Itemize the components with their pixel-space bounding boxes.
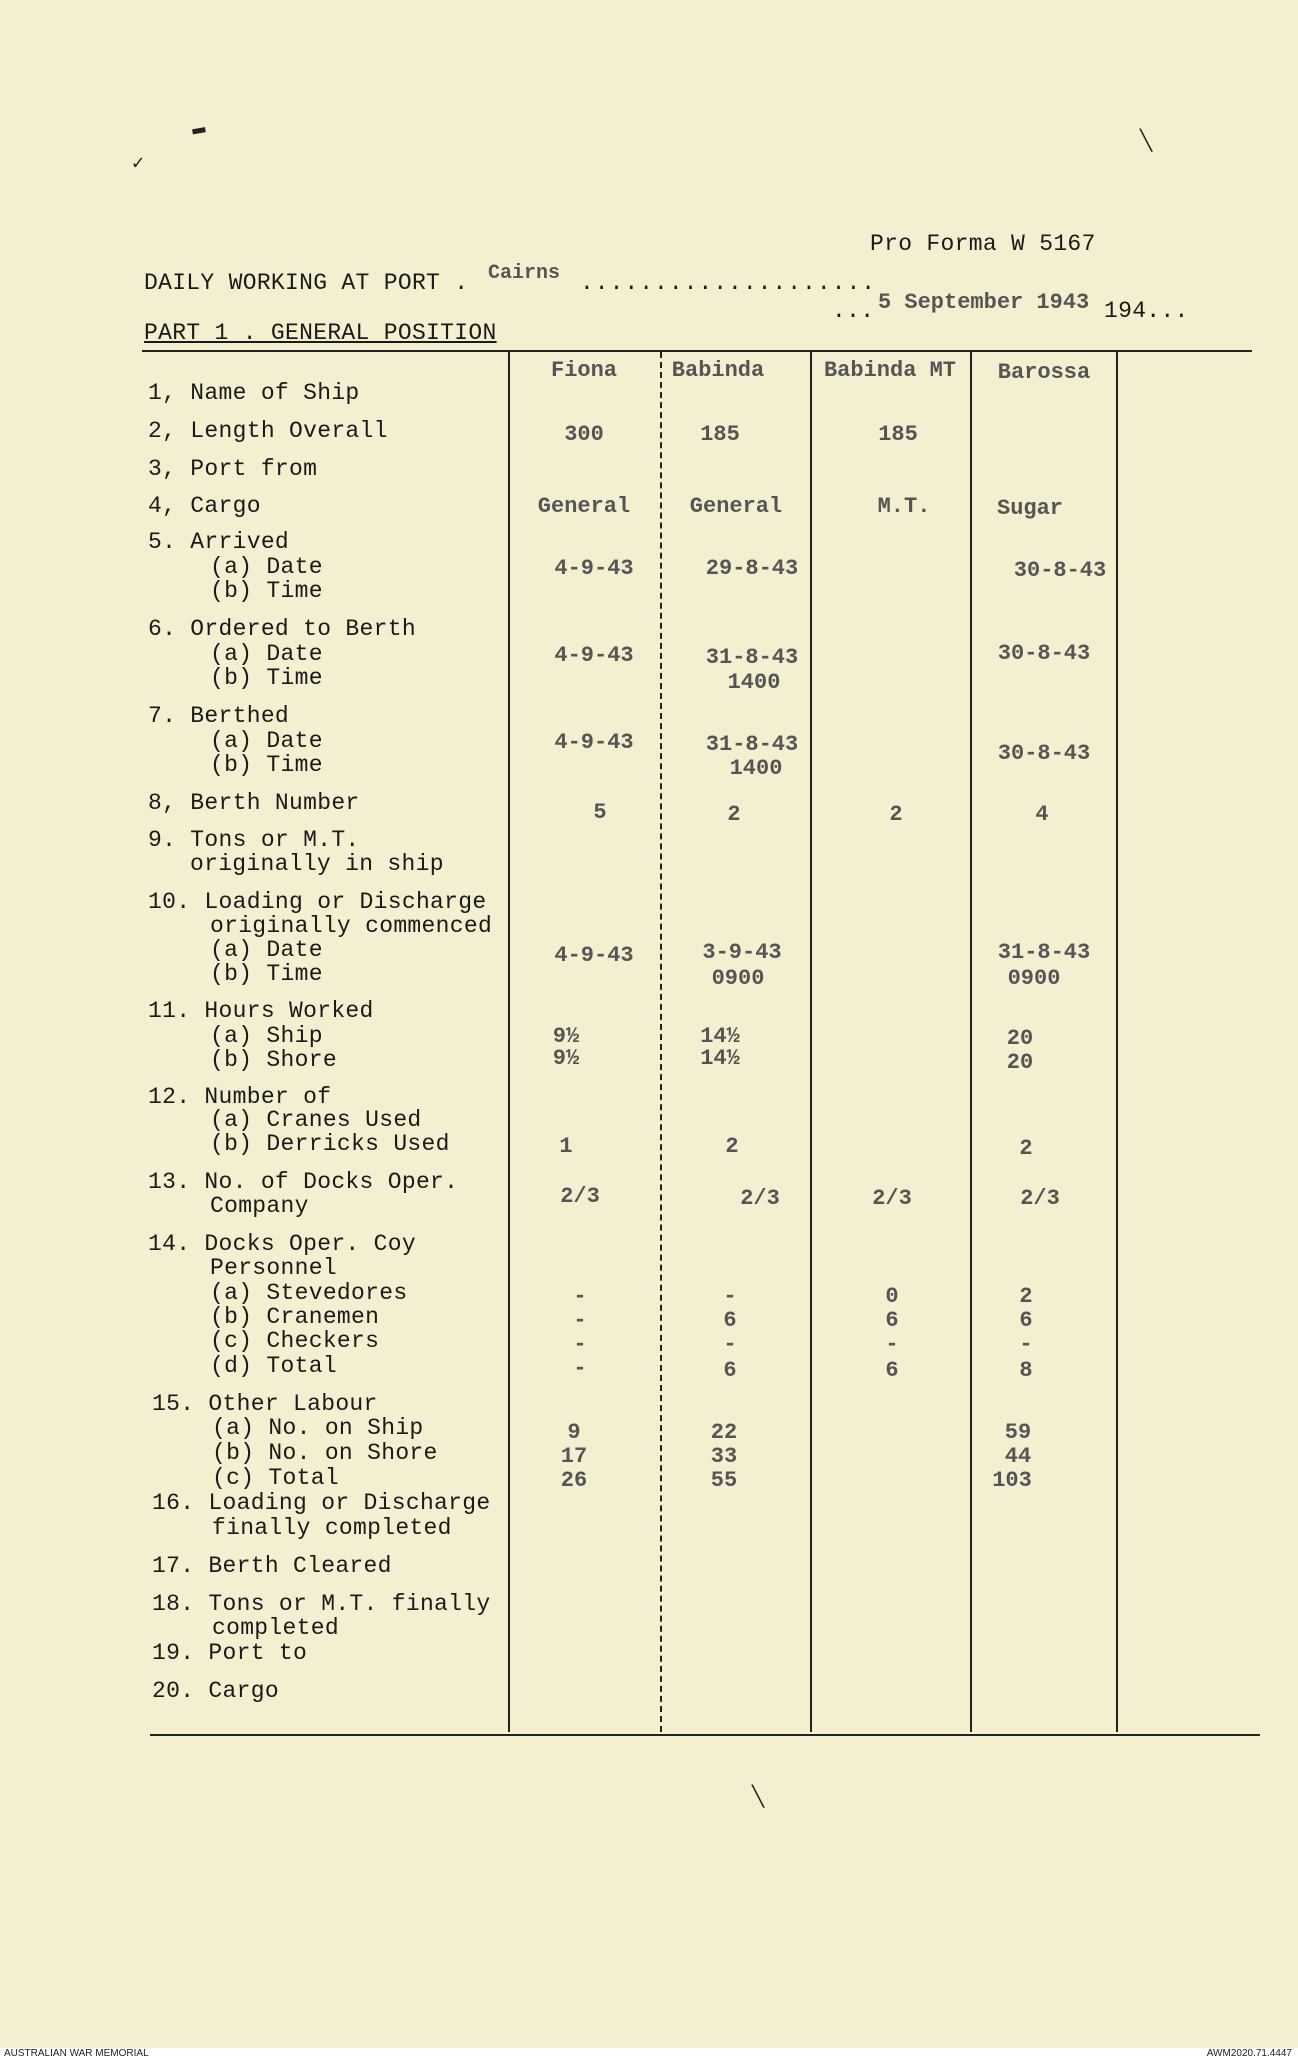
column-header-babinda-mt: Babinda MT xyxy=(823,358,957,383)
cell-value: - xyxy=(1019,1332,1033,1357)
row-label: (c) Total xyxy=(212,1465,339,1491)
cell-value: 31-8-43 xyxy=(705,645,799,670)
cell-value: 2 xyxy=(1019,1136,1033,1161)
date-prefix: ... xyxy=(832,298,875,324)
column-divider xyxy=(810,352,812,1732)
row-label: 1, Name of Ship xyxy=(148,380,360,406)
title-prefix: DAILY WORKING AT PORT . xyxy=(144,270,469,296)
row-label: 7. Berthed xyxy=(148,703,290,729)
row-label: (b) Time xyxy=(210,665,323,691)
cell-value: 4-9-43 xyxy=(554,943,634,968)
row-label: originally in ship xyxy=(190,851,444,877)
cell-value: General xyxy=(689,494,783,519)
row-label: (a) Date xyxy=(210,641,323,667)
cell-value: 30-8-43 xyxy=(1013,558,1107,583)
row-label: 20. Cargo xyxy=(152,1678,279,1704)
row-label: 10. Loading or Discharge xyxy=(148,889,487,915)
cell-value: 185 xyxy=(700,422,740,447)
cell-value: 6 xyxy=(723,1308,737,1333)
row-label: finally completed xyxy=(212,1515,452,1541)
cell-value: 9 xyxy=(567,1420,581,1445)
row-label: (b) Time xyxy=(210,752,323,778)
cell-value: 59 xyxy=(1004,1420,1032,1445)
column-divider xyxy=(660,352,662,1732)
cell-value: 14½ xyxy=(700,1024,740,1049)
cell-value: General xyxy=(537,494,631,519)
cell-value: - xyxy=(573,1284,587,1309)
part-title: PART 1 . GENERAL POSITION xyxy=(144,320,497,346)
row-label: (a) Date xyxy=(210,554,323,580)
cell-value: 17 xyxy=(560,1444,588,1469)
cell-value: 2 xyxy=(889,802,903,827)
paper-mark-icon: ╲ xyxy=(1140,131,1153,154)
archive-name: AUSTRALIAN WAR MEMORIAL xyxy=(4,2048,149,2059)
row-label: (a) Date xyxy=(210,728,323,754)
row-label: 14. Docks Oper. Coy xyxy=(148,1231,416,1257)
row-label: 6. Ordered to Berth xyxy=(148,616,416,642)
table-bottom-rule xyxy=(150,1734,1260,1736)
cell-value: 30-8-43 xyxy=(997,741,1091,766)
cell-value: 29-8-43 xyxy=(705,556,799,581)
cell-value: 0900 xyxy=(711,966,765,991)
cell-value: 2 xyxy=(1019,1284,1033,1309)
row-label: Personnel xyxy=(210,1255,337,1281)
archive-reference: AWM2020.71.4447 xyxy=(1206,2048,1292,2059)
row-label: 11. Hours Worked xyxy=(148,998,374,1024)
cell-value: 4-9-43 xyxy=(554,730,634,755)
row-label: (b) Shore xyxy=(210,1047,337,1073)
row-label: 3, Port from xyxy=(148,456,318,482)
row-label: 15. Other Labour xyxy=(152,1391,378,1417)
title-dots: .................... xyxy=(580,270,877,296)
row-label: (c) Checkers xyxy=(210,1328,380,1354)
cell-value: 2 xyxy=(727,802,741,827)
row-label: 5. Arrived xyxy=(148,529,290,555)
table-top-rule xyxy=(142,350,1252,352)
column-divider xyxy=(970,352,972,1732)
column-divider xyxy=(1116,352,1118,1732)
column-header-babinda: Babinda xyxy=(671,358,765,383)
cell-value: 20 xyxy=(1006,1026,1034,1051)
cell-value: 9½ xyxy=(552,1046,580,1071)
cell-value: 2 xyxy=(725,1134,739,1159)
column-header-fiona: Fiona xyxy=(550,358,618,383)
cell-value: - xyxy=(723,1332,737,1357)
archive-footer xyxy=(0,2048,1298,2061)
cell-value: 55 xyxy=(710,1468,738,1493)
row-label: 13. No. of Docks Oper. xyxy=(148,1169,459,1195)
cell-value: 31-8-43 xyxy=(997,940,1091,965)
paper-mark-icon: ▬ xyxy=(189,115,208,142)
row-label: (b) Derricks Used xyxy=(210,1131,450,1157)
row-label: 17. Berth Cleared xyxy=(152,1553,392,1579)
cell-value: 22 xyxy=(710,1420,738,1445)
cell-value: 33 xyxy=(710,1444,738,1469)
cell-value: 4-9-43 xyxy=(554,643,634,668)
cell-value: 6 xyxy=(885,1358,899,1383)
date-suffix: 194... xyxy=(1104,298,1189,324)
cell-value: 8 xyxy=(1019,1358,1033,1383)
cell-value: 0 xyxy=(885,1284,899,1309)
row-label: 4, Cargo xyxy=(148,493,261,519)
cell-value: 2/3 xyxy=(740,1186,780,1211)
row-label: (d) Total xyxy=(210,1353,337,1379)
cell-value: 1 xyxy=(559,1134,573,1159)
cell-value: 30-8-43 xyxy=(997,641,1091,666)
row-label: (a) Date xyxy=(210,937,323,963)
cell-value: 300 xyxy=(564,422,604,447)
cell-value: 20 xyxy=(1006,1050,1034,1075)
row-label: 8, Berth Number xyxy=(148,790,360,816)
cell-value: Sugar xyxy=(996,496,1064,521)
row-label: (b) No. on Shore xyxy=(212,1440,438,1466)
date-stamp: 5 September 1943 xyxy=(878,290,1090,315)
cell-value: - xyxy=(723,1284,737,1309)
row-label: 19. Port to xyxy=(152,1640,308,1666)
row-label: (b) Time xyxy=(210,578,323,604)
row-label: 2, Length Overall xyxy=(148,418,388,444)
pro-forma-number: Pro Forma W 5167 xyxy=(870,231,1096,257)
cell-value: 1400 xyxy=(727,670,781,695)
cell-value: - xyxy=(573,1308,587,1333)
cell-value: 4 xyxy=(1035,802,1049,827)
cell-value: 31-8-43 xyxy=(705,732,799,757)
cell-value: 14½ xyxy=(700,1046,740,1071)
row-label: originally commenced xyxy=(210,913,493,939)
row-label: completed xyxy=(212,1615,339,1641)
row-label: (a) No. on Ship xyxy=(212,1415,424,1441)
row-label: (a) Cranes Used xyxy=(210,1107,422,1133)
cell-value: 6 xyxy=(885,1308,899,1333)
row-label: (a) Ship xyxy=(210,1023,323,1049)
cell-value: 3-9-43 xyxy=(702,940,782,965)
row-label: 12. Number of xyxy=(148,1084,332,1110)
cell-value: 103 xyxy=(992,1468,1032,1493)
cell-value: 4-9-43 xyxy=(554,556,634,581)
column-divider xyxy=(508,352,510,1732)
cell-value: 9½ xyxy=(552,1024,580,1049)
cell-value: 2/3 xyxy=(560,1184,600,1209)
row-label: Company xyxy=(210,1193,309,1219)
cell-value: 2/3 xyxy=(872,1186,912,1211)
row-label: (a) Stevedores xyxy=(210,1280,408,1306)
row-label: (b) Cranemen xyxy=(210,1304,380,1330)
row-label: 9. Tons or M.T. xyxy=(148,827,360,853)
paper-mark-icon: ✓ xyxy=(132,153,145,176)
cell-value: 6 xyxy=(723,1358,737,1383)
cell-value: 0900 xyxy=(1007,966,1061,991)
cell-value: - xyxy=(885,1332,899,1357)
cell-value: - xyxy=(573,1332,587,1357)
cell-value: 6 xyxy=(1019,1308,1033,1333)
cell-value: 5 xyxy=(593,800,607,825)
cell-value: 26 xyxy=(560,1468,588,1493)
cell-value: 44 xyxy=(1004,1444,1032,1469)
row-label: 16. Loading or Discharge xyxy=(152,1490,491,1516)
row-label: 18. Tons or M.T. finally xyxy=(152,1591,491,1617)
cell-value: 185 xyxy=(878,422,918,447)
cell-value: M.T. xyxy=(877,494,931,519)
cell-value: - xyxy=(573,1356,587,1381)
cell-value: 2/3 xyxy=(1020,1186,1060,1211)
port-stamp: Cairns xyxy=(488,262,561,285)
cell-value: 1400 xyxy=(729,756,783,781)
paper-mark-icon: ╲ xyxy=(752,1787,765,1810)
row-label: (b) Time xyxy=(210,961,323,987)
column-header-barossa: Barossa xyxy=(997,360,1091,385)
